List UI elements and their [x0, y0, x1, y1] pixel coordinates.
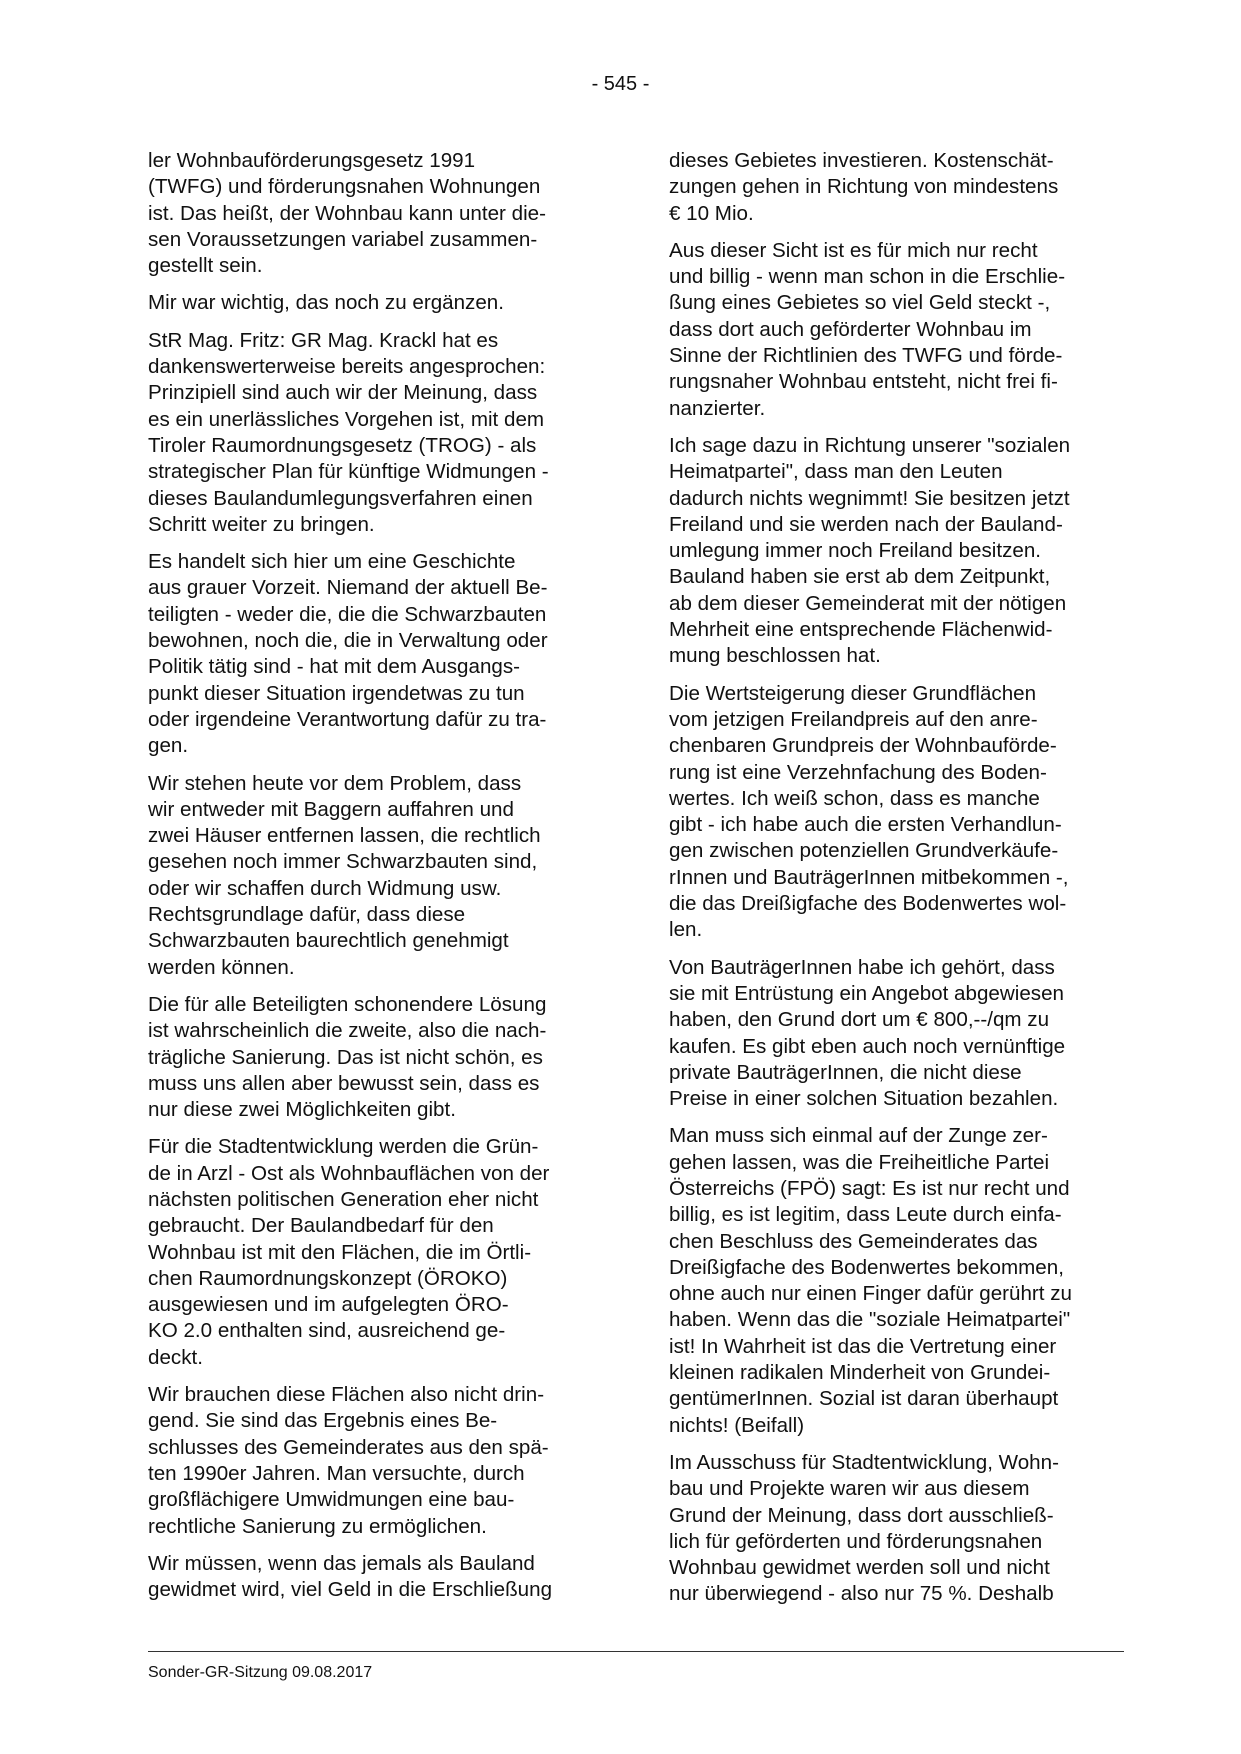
paragraph: Wir brauchen diese Flächen also nicht drin- gend. Sie sind das Ergebnis eines Be- schlusses des Gemeinderates aus den spä- ten 1990er Jahren. Man versuchte, durch großflächigere Umwidmungen eine bau- rechtliche Sanierung zu ermöglichen. — [148, 1383, 549, 1538]
paragraph: StR Mag. Fritz: GR Mag. Krackl hat es dankenswerterweise bereits angesprochen: Prinzipiell sind auch wir der Meinung, dass es ein unerlässliches Vorgehen ist, mit dem Tiroler Raumordnungsgesetz (TROG) - als strategischer Plan für künftige Widmungen - dieses Baulandumlegungsverfahren einen Schritt weiter zu bringen. — [148, 328, 549, 536]
right-column — [669, 148, 1135, 1619]
paragraph: Man muss sich einmal auf der Zunge zer- gehen lassen, was die Freiheitliche Partei Österreichs (FPÖ) sagt: Es ist nur recht und billig, es ist legitim, dass Leute durch einfa- chen Beschluss des Gemeinderates das Dreißigfache des Bodenwertes bekommen, ohne auch nur einen Finger dafür gerührt zu haben. Wenn das die "soziale Heimatpartei" ist! In Wahrheit ist das die Vertretung einer kleinen radikalen Minderheit von Grundei- gentümerInnen. Sozial ist daran überhaupt nichts! (Beifall) — [669, 1124, 1072, 1437]
paragraph: Im Ausschuss für Stadtentwicklung, Wohn- bau und Projekte waren wir aus diesem Grund der Meinung, dass dort ausschließ- lich für geförderten und förderungsnahen Wohnbau gewidmet werden soll und nicht nur überwiegend - also nur 75 %. Deshalb — [669, 1450, 1059, 1606]
paragraph: Wir müssen, wenn das jemals als Bauland gewidmet wird, viel Geld in die Erschließung — [148, 1551, 553, 1602]
paragraph: Ich sage dazu in Richtung unserer "sozialen Heimatpartei", dass man den Leuten dadurch nichts wegnimmt! Sie besitzen jetzt Freiland und sie werden nach der Bauland- umlegung immer noch Freiland besitzen. Bauland haben sie erst ab dem Zeitpunkt, ab dem dieser Gemeinderat mit der nötigen Mehrheit eine entsprechende Flächenwid- mung beschlossen hat. — [669, 433, 1071, 668]
page-number: - 545 - — [591, 73, 650, 95]
paragraph: Aus dieser Sicht ist es für mich nur recht und billig - wenn man schon in die Erschlie- ßung eines Gebietes so viel Geld steckt -, dass dort auch geförderter Wohnbau im Sinne der Richtlinien des TWFG und förde- rungsnaher Wohnbau entsteht, nicht frei fi- nanzierter. — [669, 238, 1066, 420]
paragraph: Es handelt sich hier um eine Geschichte aus grauer Vorzeit. Niemand der aktuell Be- teiligten - weder die, die die Schwarzbauten bewohnen, noch die, die in Verwaltung oder Politik tätig sind - hat mit dem Ausgangs- punkt dieser Situation irgendetwas zu tun oder irgendeine Verantwortung dafür zu tra- gen. — [148, 550, 548, 758]
paragraph: Für die Stadtentwicklung werden die Grün- de in Arzl - Ost als Wohnbauflächen von der nächsten politischen Generation eher nicht gebraucht. Der Baulandbedarf für den Wohnbau ist mit den Flächen, die im Örtli- chen Raumordnungskonzept (ÖROKO) ausgewiesen und im aufgelegten ÖRO- KO 2.0 enthalten sind, ausreichend ge- deckt. — [148, 1135, 550, 1369]
paragraph: Von BauträgerInnen habe ich gehört, dass sie mit Entrüstung ein Angebot abgewiesen haben, den Grund dort um € 800,--/qm zu kaufen. Es gibt eben auch noch vernünftige private BauträgerInnen, die nicht diese Preise in einer solchen Situation bezahlen. — [669, 955, 1066, 1111]
left-column — [148, 148, 614, 1614]
paragraph: Die Wertsteigerung dieser Grundflächen vom jetzigen Freilandpreis auf den anre- chenbaren Grundpreis der Wohnbauförde- rung ist eine Verzehnfachung des Boden- wertes. Ich weiß schon, dass es manche gibt - ich habe auch die ersten Verhandlun- gen zwischen potenziellen Grundverkäufe- rInnen und BauträgerInnen mitbekommen -, die das Dreißigfache des Bodenwertes wol- len. — [669, 681, 1069, 942]
paragraph: Die für alle Beteiligten schonendere Lösung ist wahrscheinlich die zweite, also die nach- trägliche Sanierung. Das ist nicht schön, es muss uns allen aber bewusst sein, dass es nur diese zwei Möglichkeiten gibt. — [148, 992, 547, 1122]
paragraph: ler Wohnbauförderungsgesetz 1991 (TWFG) und förderungsnahen Wohnungen ist. Das heißt, der Wohnbau kann unter die- sen Voraussetzungen variabel zusammen- gestellt sein. — [148, 149, 546, 278]
footer-text: Sonder-GR-Sitzung 09.08.2017 — [148, 1664, 373, 1681]
footer-divider — [148, 1651, 1124, 1652]
paragraph: Mir war wichtig, das noch zu ergänzen. — [148, 291, 504, 315]
paragraph: dieses Gebietes investieren. Kostenschät- zungen gehen in Richtung von mindestens € 10 Mio. — [669, 149, 1059, 225]
paragraph: Wir stehen heute vor dem Problem, dass wir entweder mit Baggern auffahren und zwei Häuser entfernen lassen, die rechtlich gesehen noch immer Schwarzbauten sind, oder wir schaffen durch Widmung usw. Rechtsgrundlage dafür, dass diese Schwarzbauten baurechtlich genehmigt werden können. — [148, 771, 541, 979]
